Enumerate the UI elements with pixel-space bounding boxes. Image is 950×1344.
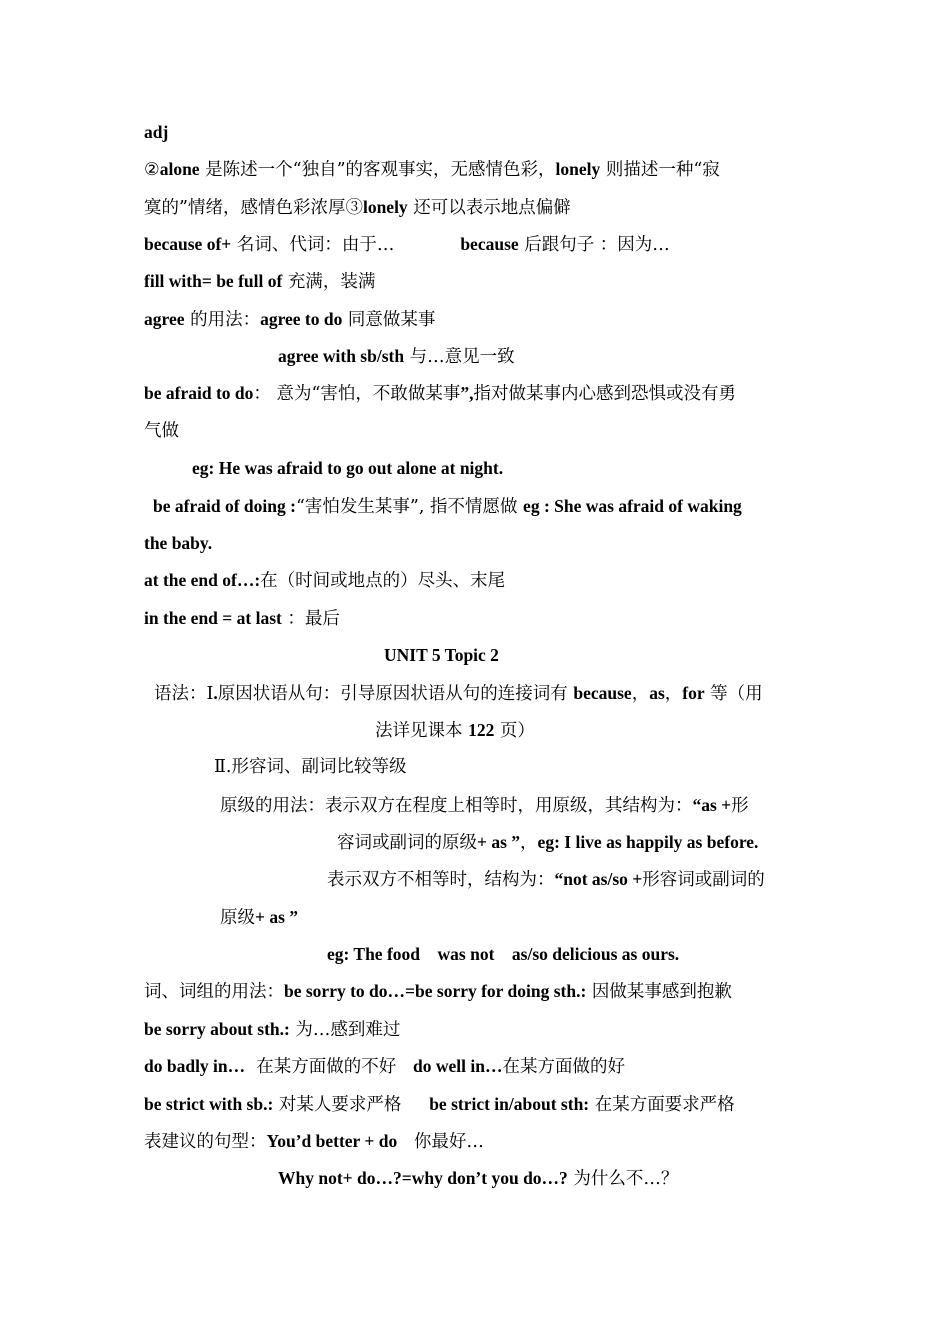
text-line	[144, 120, 168, 144]
text-span: 原级的用法：表示双方在程度上相等时，用原级，其结构为：	[220, 796, 693, 816]
text-span: be strict with sb.:	[144, 1094, 274, 1114]
section-heading	[384, 643, 499, 667]
text-span: be sorry about sth.:	[144, 1019, 290, 1039]
text-line	[144, 195, 571, 220]
text-span: 表建议的句型：	[144, 1132, 267, 1152]
text-span: 充满，装满	[282, 272, 376, 292]
text-line	[144, 232, 670, 257]
text-span: .	[213, 683, 218, 703]
text-line	[144, 1054, 625, 1079]
text-span: Ⅱ.形容词、副词比较等级	[214, 757, 407, 777]
text-span: 还可以表示地点偏僻	[407, 198, 571, 218]
text-span: 形	[731, 796, 749, 816]
text-span: 的用法：	[184, 310, 261, 330]
text-span: 等（用	[704, 684, 763, 704]
text-span: for	[682, 683, 705, 703]
text-line	[144, 568, 505, 593]
text-span: 指对做某事内心感到恐惧或没有勇	[473, 384, 737, 404]
text-span: in the end = at last	[144, 608, 282, 628]
text-span: 表示双方不相等时，结构为：	[327, 870, 555, 890]
text-line	[220, 793, 749, 818]
text-line	[144, 979, 732, 1004]
text-span: adj	[144, 122, 169, 142]
text-span: 原级	[220, 908, 255, 928]
text-span: , 指不情愿做	[418, 497, 524, 517]
text-line	[278, 1166, 678, 1191]
text-line	[154, 681, 763, 706]
text-span: lonely	[555, 159, 601, 179]
text-span: “as +	[692, 795, 732, 815]
text-span: ”,	[460, 383, 474, 403]
text-span: do well in…	[412, 1056, 503, 1076]
text-span: ： 意为“害怕，不敢做某事	[253, 384, 461, 404]
text-span: 同意做某事	[342, 310, 436, 330]
text-span: eg : She was afraid of waking	[523, 496, 742, 516]
text-span: 原因状语从句：引导原因状语从句的连接词有	[217, 684, 574, 704]
text-span: + as ”	[255, 907, 299, 927]
text-span: ，	[664, 684, 683, 704]
text-line	[144, 269, 375, 294]
text-span: because	[573, 683, 632, 703]
text-line	[144, 1129, 484, 1154]
text-line	[327, 867, 765, 892]
text-span: be strict in/about sth:	[429, 1094, 590, 1114]
text-line	[153, 494, 742, 519]
text-span: 法详见课本	[375, 721, 469, 741]
text-span: 在某方面做的不好	[245, 1057, 413, 1077]
text-line	[144, 307, 435, 332]
text-line	[144, 419, 179, 443]
text-span: 页）	[494, 721, 535, 741]
text-span: the baby.	[144, 533, 213, 553]
text-span: ：最后	[281, 609, 340, 629]
text-span: ②	[144, 160, 160, 180]
text-span: be afraid of doing :	[153, 496, 296, 516]
text-span: because	[460, 234, 519, 254]
text-span: 在（时间或地点的）尽头、末尾	[260, 571, 506, 591]
text-span: lonely	[362, 197, 408, 217]
text-span: UNIT 5 Topic 2	[384, 645, 499, 665]
text-span: + as ”	[477, 832, 521, 852]
text-span: 寞的”情绪，感情色彩浓厚③	[144, 198, 363, 218]
text-span: do badly in…	[144, 1056, 246, 1076]
text-span: 名词、代词：由于…	[231, 235, 395, 255]
text-line	[144, 531, 212, 555]
text-span: at the end of…:	[144, 570, 261, 590]
text-span: agree with sb/sth	[278, 346, 405, 366]
text-span: ，	[520, 833, 538, 853]
text-span: 因做某事感到抱歉	[586, 982, 732, 1002]
text-span: be afraid to do	[144, 383, 254, 403]
text-line	[375, 718, 535, 743]
text-span: because of+	[144, 234, 232, 254]
text-span: eg: He was afraid to go out alone at night.	[192, 458, 504, 478]
text-span: agree	[144, 309, 185, 329]
text-span: alone	[159, 159, 200, 179]
text-span: 你最好…	[397, 1132, 484, 1152]
text-span: “害怕发生某事”	[295, 497, 419, 517]
text-line	[337, 830, 758, 855]
text-line	[214, 755, 406, 779]
text-line	[144, 1092, 735, 1117]
text-line	[144, 606, 340, 631]
text-span: You’d better + do	[266, 1131, 398, 1151]
text-line	[327, 942, 679, 966]
text-span: be sorry to do…=be sorry for doing sth.:	[284, 981, 587, 1001]
text-span: eg: I live as happily as before.	[537, 832, 759, 852]
text-line	[144, 157, 720, 182]
text-span: 是陈述一个“独自”的客观事实，无感情色彩，	[199, 160, 556, 180]
text-span: 则描述一种“寂	[600, 160, 720, 180]
text-line	[220, 905, 298, 930]
text-span: eg: The food was not as/so delicious as ours.	[327, 944, 680, 964]
text-span: 为什么不…？	[567, 1169, 679, 1189]
text-line	[144, 381, 736, 406]
text-span: agree to do	[260, 309, 343, 329]
text-span: 容词或副词的原级	[337, 833, 477, 853]
text-line	[278, 344, 515, 369]
text-span: 语法：Ⅰ	[154, 684, 214, 704]
text-span: 气做	[144, 421, 179, 441]
text-span: fill with= be full of	[144, 271, 283, 291]
text-line	[144, 1017, 400, 1042]
text-span: “not as/so +	[554, 869, 643, 889]
text-span: as	[649, 683, 665, 703]
text-span: ，	[631, 684, 650, 704]
text-span: 122	[468, 720, 495, 740]
text-span: 后跟句子 ：因为…	[518, 235, 670, 255]
text-span: 与…意见一致	[404, 347, 515, 367]
text-line	[192, 456, 503, 480]
text-span: 词、词组的用法：	[144, 982, 284, 1002]
text-span: 为…感到难过	[289, 1020, 401, 1040]
text-span: Why not+ do…?=why don’t you do…?	[278, 1168, 568, 1188]
text-span: 在某方面做的好	[502, 1057, 625, 1077]
text-span: 在某方面要求严格	[589, 1095, 735, 1115]
text-span: 形容词或副词的	[642, 870, 765, 890]
text-span: 对某人要求严格	[273, 1095, 430, 1115]
